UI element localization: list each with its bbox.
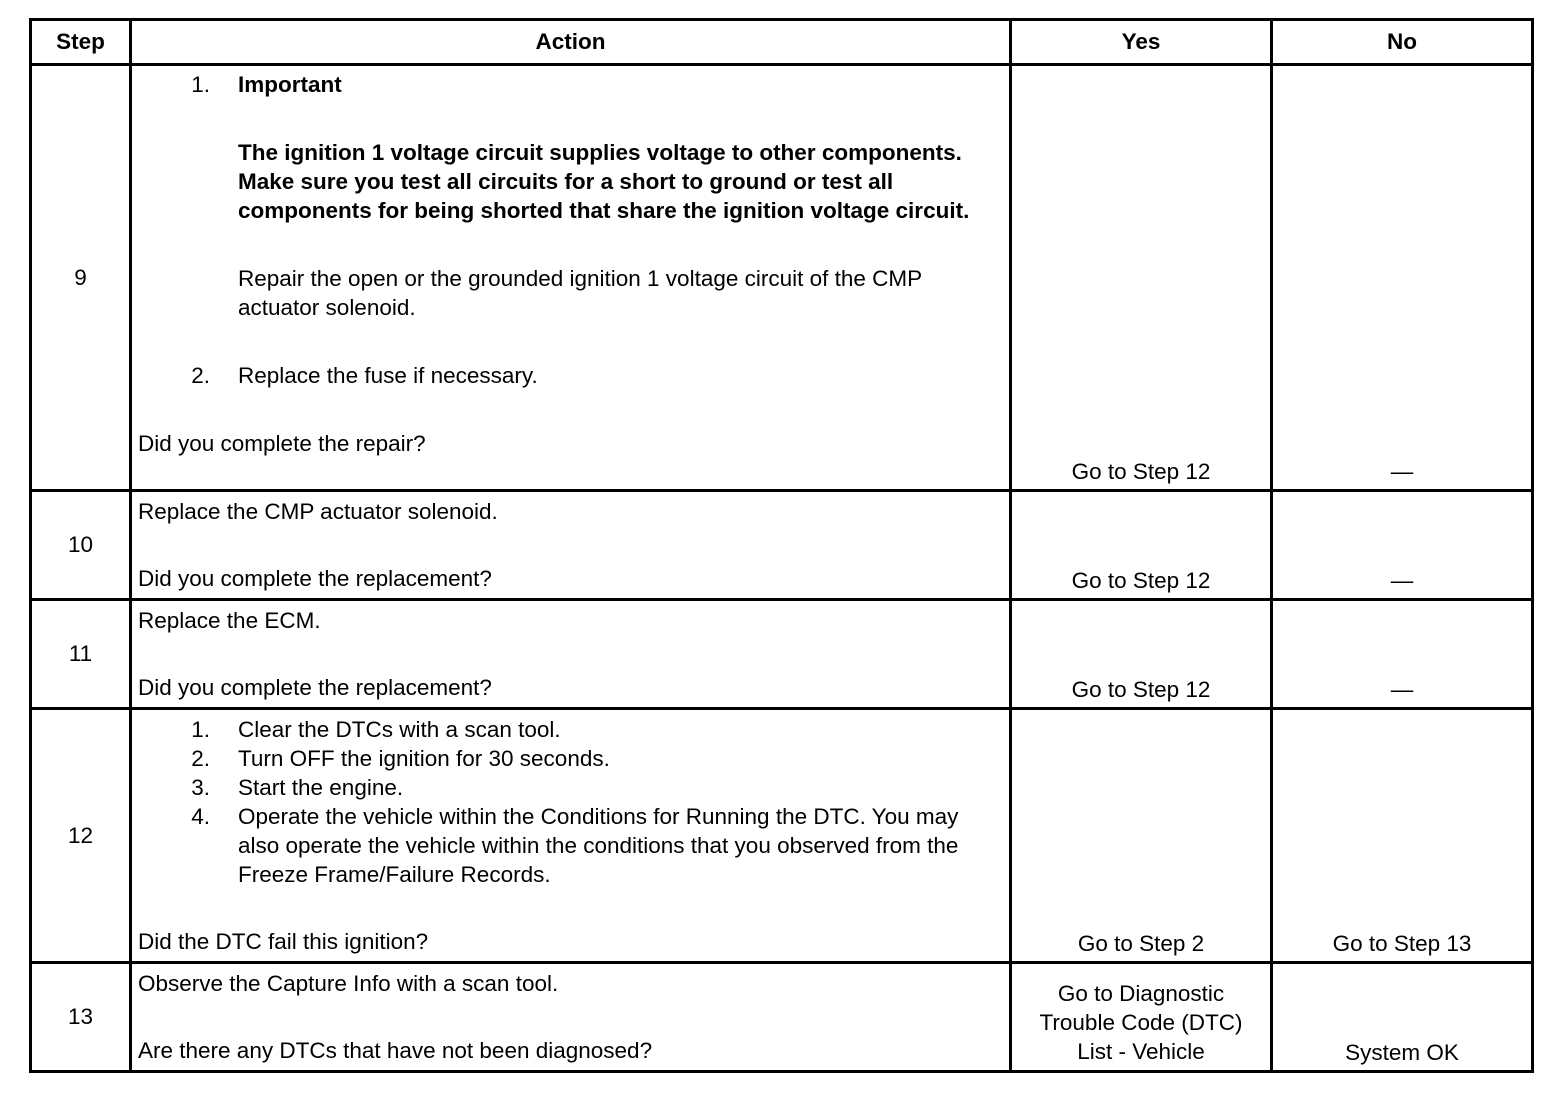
list-item bbox=[138, 773, 1001, 802]
item-number: 2. bbox=[191, 363, 210, 388]
item-number: 3. bbox=[191, 775, 210, 800]
question: Did the DTC fail this ignition? bbox=[138, 929, 429, 954]
question: Did you complete the replacement? bbox=[138, 675, 492, 700]
item-text: Operate the vehicle within the Conditions for Running the DTC. You may also operate the vehicle within the conditions that you observed from the Freeze Frame/Failure Records. bbox=[238, 804, 959, 887]
table-row-step-13 bbox=[31, 963, 1533, 1072]
no-cell: System OK bbox=[1272, 963, 1533, 1072]
action-text: Replace the CMP actuator solenoid. bbox=[138, 499, 498, 524]
item-text: Start the engine. bbox=[238, 775, 404, 800]
no-cell: — bbox=[1272, 65, 1533, 491]
question: Did you complete the replacement? bbox=[138, 566, 492, 591]
list-item bbox=[138, 744, 1001, 773]
action-text: Observe the Capture Info with a scan tool. bbox=[138, 971, 559, 996]
action-cell bbox=[131, 600, 1011, 709]
step-number: 13 bbox=[31, 963, 131, 1072]
action-cell bbox=[131, 65, 1011, 491]
diagnostic-table bbox=[29, 18, 1534, 1073]
question: Did you complete the repair? bbox=[138, 431, 426, 456]
table-row-step-11 bbox=[31, 600, 1533, 709]
list-item bbox=[138, 361, 1001, 390]
yes-cell: Go to Step 12 bbox=[1011, 600, 1272, 709]
table-row-step-10 bbox=[31, 491, 1533, 600]
important-note: The ignition 1 voltage circuit supplies voltage to other components. Make sure you test all circuits for a short to ground or test all components for being shorted that share the ignition voltage circuit. bbox=[238, 140, 970, 223]
yes-cell: Go to Step 2 bbox=[1011, 709, 1272, 963]
header-action: Action bbox=[131, 20, 1011, 65]
yes-cell bbox=[1011, 963, 1272, 1072]
item-number: 2. bbox=[191, 746, 210, 771]
yes-cell: Go to Step 12 bbox=[1011, 491, 1272, 600]
header-yes: Yes bbox=[1011, 20, 1272, 65]
action-cell bbox=[131, 963, 1011, 1072]
repair-instruction: Repair the open or the grounded ignition 1 voltage circuit of the CMP actuator solenoid. bbox=[238, 266, 922, 320]
item-number: 1. bbox=[191, 72, 210, 97]
header-row bbox=[31, 20, 1533, 65]
step-number: 10 bbox=[31, 491, 131, 600]
no-cell: — bbox=[1272, 491, 1533, 600]
no-cell: Go to Step 13 bbox=[1272, 709, 1533, 963]
yes-cell: Go to Step 12 bbox=[1011, 65, 1272, 491]
action-text: Replace the ECM. bbox=[138, 608, 321, 633]
step-number: 11 bbox=[31, 600, 131, 709]
yes-link-text: Go to Diagnostic Trouble Code (DTC) List - Vehicle bbox=[1039, 981, 1243, 1064]
action-cell bbox=[131, 709, 1011, 963]
item-text: Clear the DTCs with a scan tool. bbox=[238, 717, 561, 742]
no-cell: — bbox=[1272, 600, 1533, 709]
table-row-step-9 bbox=[31, 65, 1533, 491]
item-text: Replace the fuse if necessary. bbox=[238, 363, 538, 388]
list-item bbox=[138, 70, 1001, 99]
list-item bbox=[138, 715, 1001, 744]
item-number: 4. bbox=[191, 804, 210, 829]
step-number: 12 bbox=[31, 709, 131, 963]
list-item bbox=[138, 802, 1001, 889]
item-number: 1. bbox=[191, 717, 210, 742]
action-cell bbox=[131, 491, 1011, 600]
header-no: No bbox=[1272, 20, 1533, 65]
item-text: Turn OFF the ignition for 30 seconds. bbox=[238, 746, 610, 771]
question: Are there any DTCs that have not been diagnosed? bbox=[138, 1038, 653, 1063]
step-number: 9 bbox=[31, 65, 131, 491]
header-step: Step bbox=[31, 20, 131, 65]
table-row-step-12 bbox=[31, 709, 1533, 963]
important-label: Important bbox=[238, 72, 342, 97]
